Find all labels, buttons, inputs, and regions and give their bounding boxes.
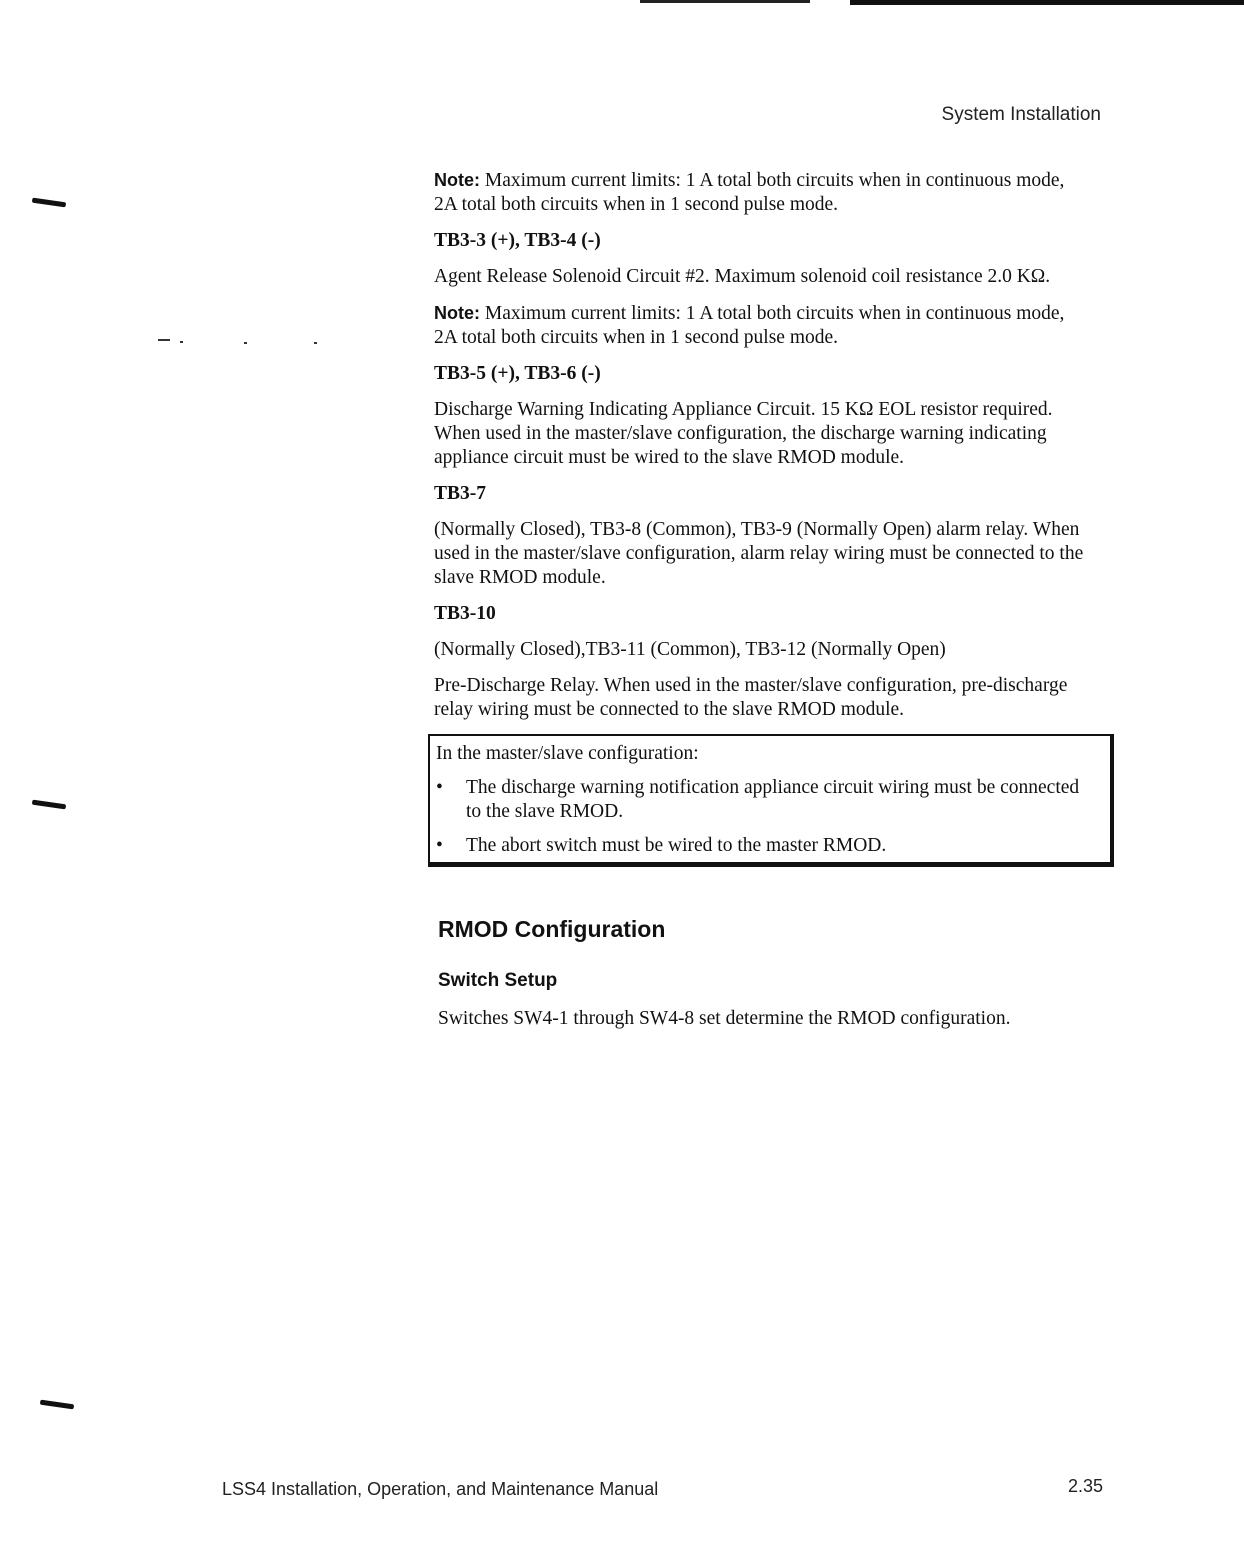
footer-manual-title: LSS4 Installation, Operation, and Maintenance Manual: [222, 1479, 659, 1499]
bullet-icon: •: [436, 835, 443, 856]
binding-mark-top: [32, 198, 66, 208]
callout-box: [428, 734, 1114, 867]
footer-page-number: 2.35: [1068, 1476, 1104, 1496]
section-title: RMOD Configuration: [438, 916, 666, 942]
scan-speck: [244, 342, 247, 344]
top-scan-line-left: [640, 0, 810, 3]
note-paragraph: [434, 168, 1084, 217]
callout-list-item: [436, 834, 1090, 858]
subsection-title: Switch Setup: [438, 970, 558, 991]
note-paragraph: [434, 301, 1084, 350]
note-text: Maximum current limits: 1 A total both circuits when in continuous mode, 2A total both circuits when in 1 second pulse mode.: [434, 303, 1065, 348]
bullet-icon: •: [436, 777, 443, 798]
note-label: Note:: [434, 303, 480, 323]
callout-item-text: The abort switch must be wired to the master RMOD.: [466, 835, 887, 856]
note-text: Maximum current limits: 1 A total both circuits when in continuous mode, 2A total both circuits when in 1 second pulse mode.: [434, 170, 1065, 215]
terminal-heading: TB3-10: [434, 603, 496, 624]
terminal-description: (Normally Closed), TB3-8 (Common), TB3-9 (Normally Open) alarm relay. When used in the master/slave configuration, alarm relay wiring must be connected to the slave RMOD module.: [434, 519, 1084, 588]
running-header: System Installation: [941, 104, 1101, 125]
terminal-description: Pre-Discharge Relay. When used in the master/slave configuration, pre-discharge relay wiring must be connected to the slave RMOD module.: [434, 675, 1068, 720]
binding-mark-middle: [32, 800, 66, 810]
body-paragraph: Switches SW4-1 through SW4-8 set determine the RMOD configuration.: [438, 1008, 1011, 1029]
callout-intro: In the master/slave configuration:: [436, 743, 699, 764]
scan-speck: [180, 341, 183, 343]
page-body: [434, 168, 1084, 1031]
terminal-description: Agent Release Solenoid Circuit #2. Maximum solenoid coil resistance 2.0 KΩ.: [434, 266, 1051, 287]
top-scan-line-right: [850, 0, 1244, 5]
scan-speck: [158, 339, 170, 341]
scan-speck: [314, 342, 317, 344]
callout-list-item: [436, 776, 1090, 824]
binding-mark-bottom: [40, 1400, 74, 1410]
terminal-description: (Normally Closed),TB3-11 (Common), TB3-12 (Normally Open): [434, 639, 946, 660]
note-label: Note:: [434, 170, 480, 190]
callout-list: [436, 776, 1090, 858]
terminal-heading: TB3-5 (+), TB3-6 (-): [434, 363, 601, 384]
terminal-description: Discharge Warning Indicating Appliance Circuit. 15 KΩ EOL resistor required. When used in the master/slave configuration, the discharge warning indicating appliance circuit must be wired to the slave RMOD module.: [434, 399, 1053, 468]
callout-item-text: The discharge warning notification appliance circuit wiring must be connected to the slave RMOD.: [466, 777, 1080, 822]
terminal-heading: TB3-7: [434, 483, 487, 504]
terminal-heading: TB3-3 (+), TB3-4 (-): [434, 230, 601, 251]
